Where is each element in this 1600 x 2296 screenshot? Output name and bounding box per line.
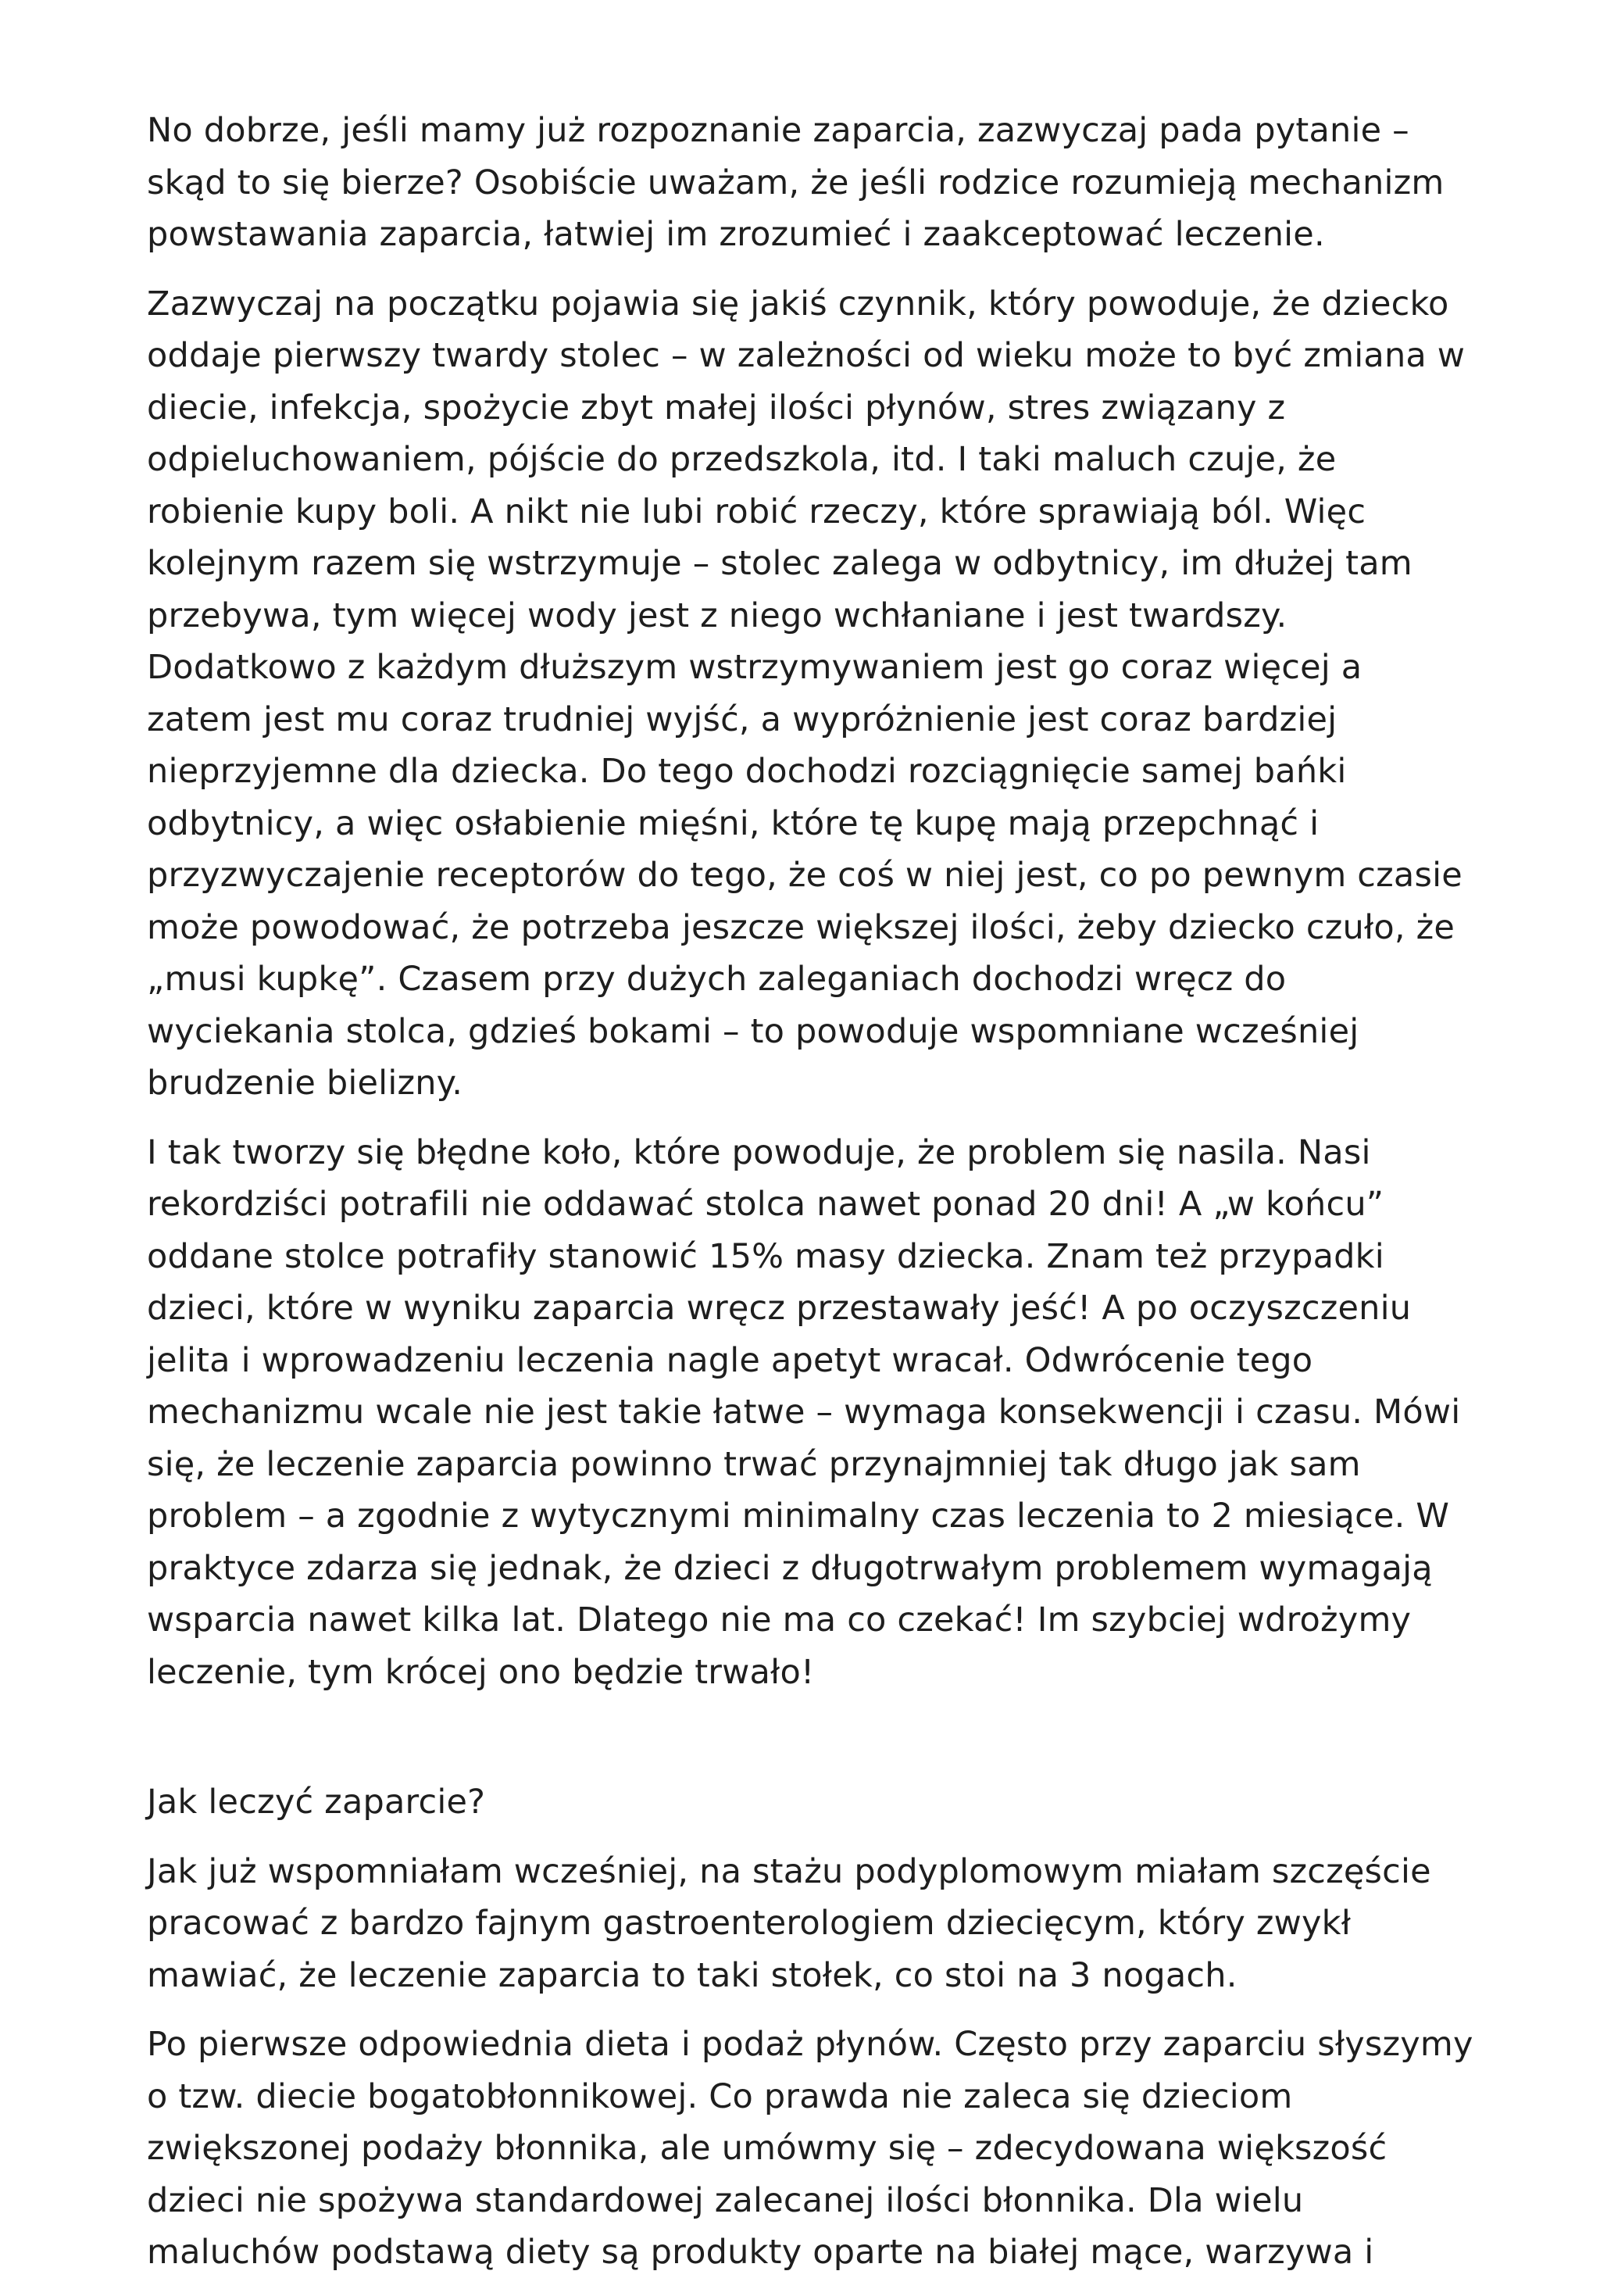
paragraph-vicious-circle: I tak tworzy się błędne koło, które powoduje, że problem się nasila. Nasi rekordziści potrafili nie oddawać stolca nawet ponad 20 dni! A „w końcu” oddane stolce potrafiły stanowić 15% masy dziecka. Znam też przypadki dzieci, które w wyniku zaparcia wręcz przestawały jeść! A po oczyszczeniu jelita i wprowadzeniu leczenia nagle apetyt wracał. Odwrócenie tego mechanizmu wcale nie jest takie łatwe – wymaga konsekwencji i czasu. Mówi się, że leczenie zaparcia powinno trwać przynajmniej tak długo jak sam problem – a zgodnie z wytycznymi minimalny czas leczenia to 2 miesiące. W praktyce zdarza się jednak, że dzieci z długotrwałym problemem wymagają wsparcia nawet kilka lat. Dlatego nie ma co czekać! Im szybciej wdrożymy leczenie, tym krócej ono będzie trwało! — [147, 1132, 1461, 1692]
paragraph-diet: Po pierwsze odpowiednia dieta i podaż płynów. Często przy zaparciu słyszymy o tzw. diecie bogatobłonnikowej. Co prawda nie zaleca się dzieciom zwiększonej podaży błonnika, ale umówmy się – zdecydowana większość dzieci nie spożywa standardowej zalecanej ilości błonnika. Dla wielu maluchów podstawą diety są produkty oparte na białej mące, warzywa i — [147, 2025, 1473, 2272]
paragraph-treatment-intro: Jak już wspomniałam wcześniej, na stażu podyplomowym miałam szczęście pracować z bardzo fajnym gastroenterologiem dziecięcym, który zwykł mawiać, że leczenie zaparcia to taki stołek, co stoi na 3 nogach. — [147, 1851, 1431, 1995]
document-page — [147, 105, 1475, 2296]
section-heading: Jak leczyć zaparcie? — [147, 1783, 486, 1822]
paragraph-mechanism-intro: No dobrze, jeśli mamy już rozpoznanie zaparcia, zazwyczaj pada pytanie – skąd to się bierze? Osobiście uważam, że jeśli rodzice rozumieją mechanizm powstawania zaparcia, łatwiej im zrozumieć i zaakceptować leczenie. — [147, 111, 1445, 254]
paragraph-mechanism-explanation: Zazwyczaj na początku pojawia się jakiś czynnik, który powoduje, że dziecko oddaje pierwszy twardy stolec – w zależności od wieku może to być zmiana w diecie, infekcja, spożycie zbyt małej ilości płynów, stres związany z odpieluchowaniem, pójście do przedszkola, itd. I taki maluch czuje, że robienie kupy boli. A nikt nie lubi robić rzeczy, które sprawiają ból. Więc kolejnym razem się wstrzymuje – stolec zalega w odbytnicy, im dłużej tam przebywa, tym więcej wody jest z niego wchłaniane i jest twardszy. Dodatkowo z każdym dłuższym wstrzymywaniem jest go coraz więcej a zatem jest mu coraz trudniej wyjść, a wypróżnienie jest coraz bardziej nieprzyjemne dla dziecka. Do tego dochodzi rozciągnięcie samej bańki odbytnicy, a więc osłabienie mięśni, które tę kupę mają przepchnąć i przyzwyczajenie receptorów do tego, że coś w niej jest, co po pewnym czasie może powodować, że potrzeba jeszcze większej ilości, żeby dziecko czuło, że „musi kupkę”. Czasem przy dużych zaleganiach dochodzi wręcz do wyciekania stolca, gdzieś bokami – to powoduje wspomniane wcześniej brudzenie bielizny. — [147, 284, 1466, 1103]
